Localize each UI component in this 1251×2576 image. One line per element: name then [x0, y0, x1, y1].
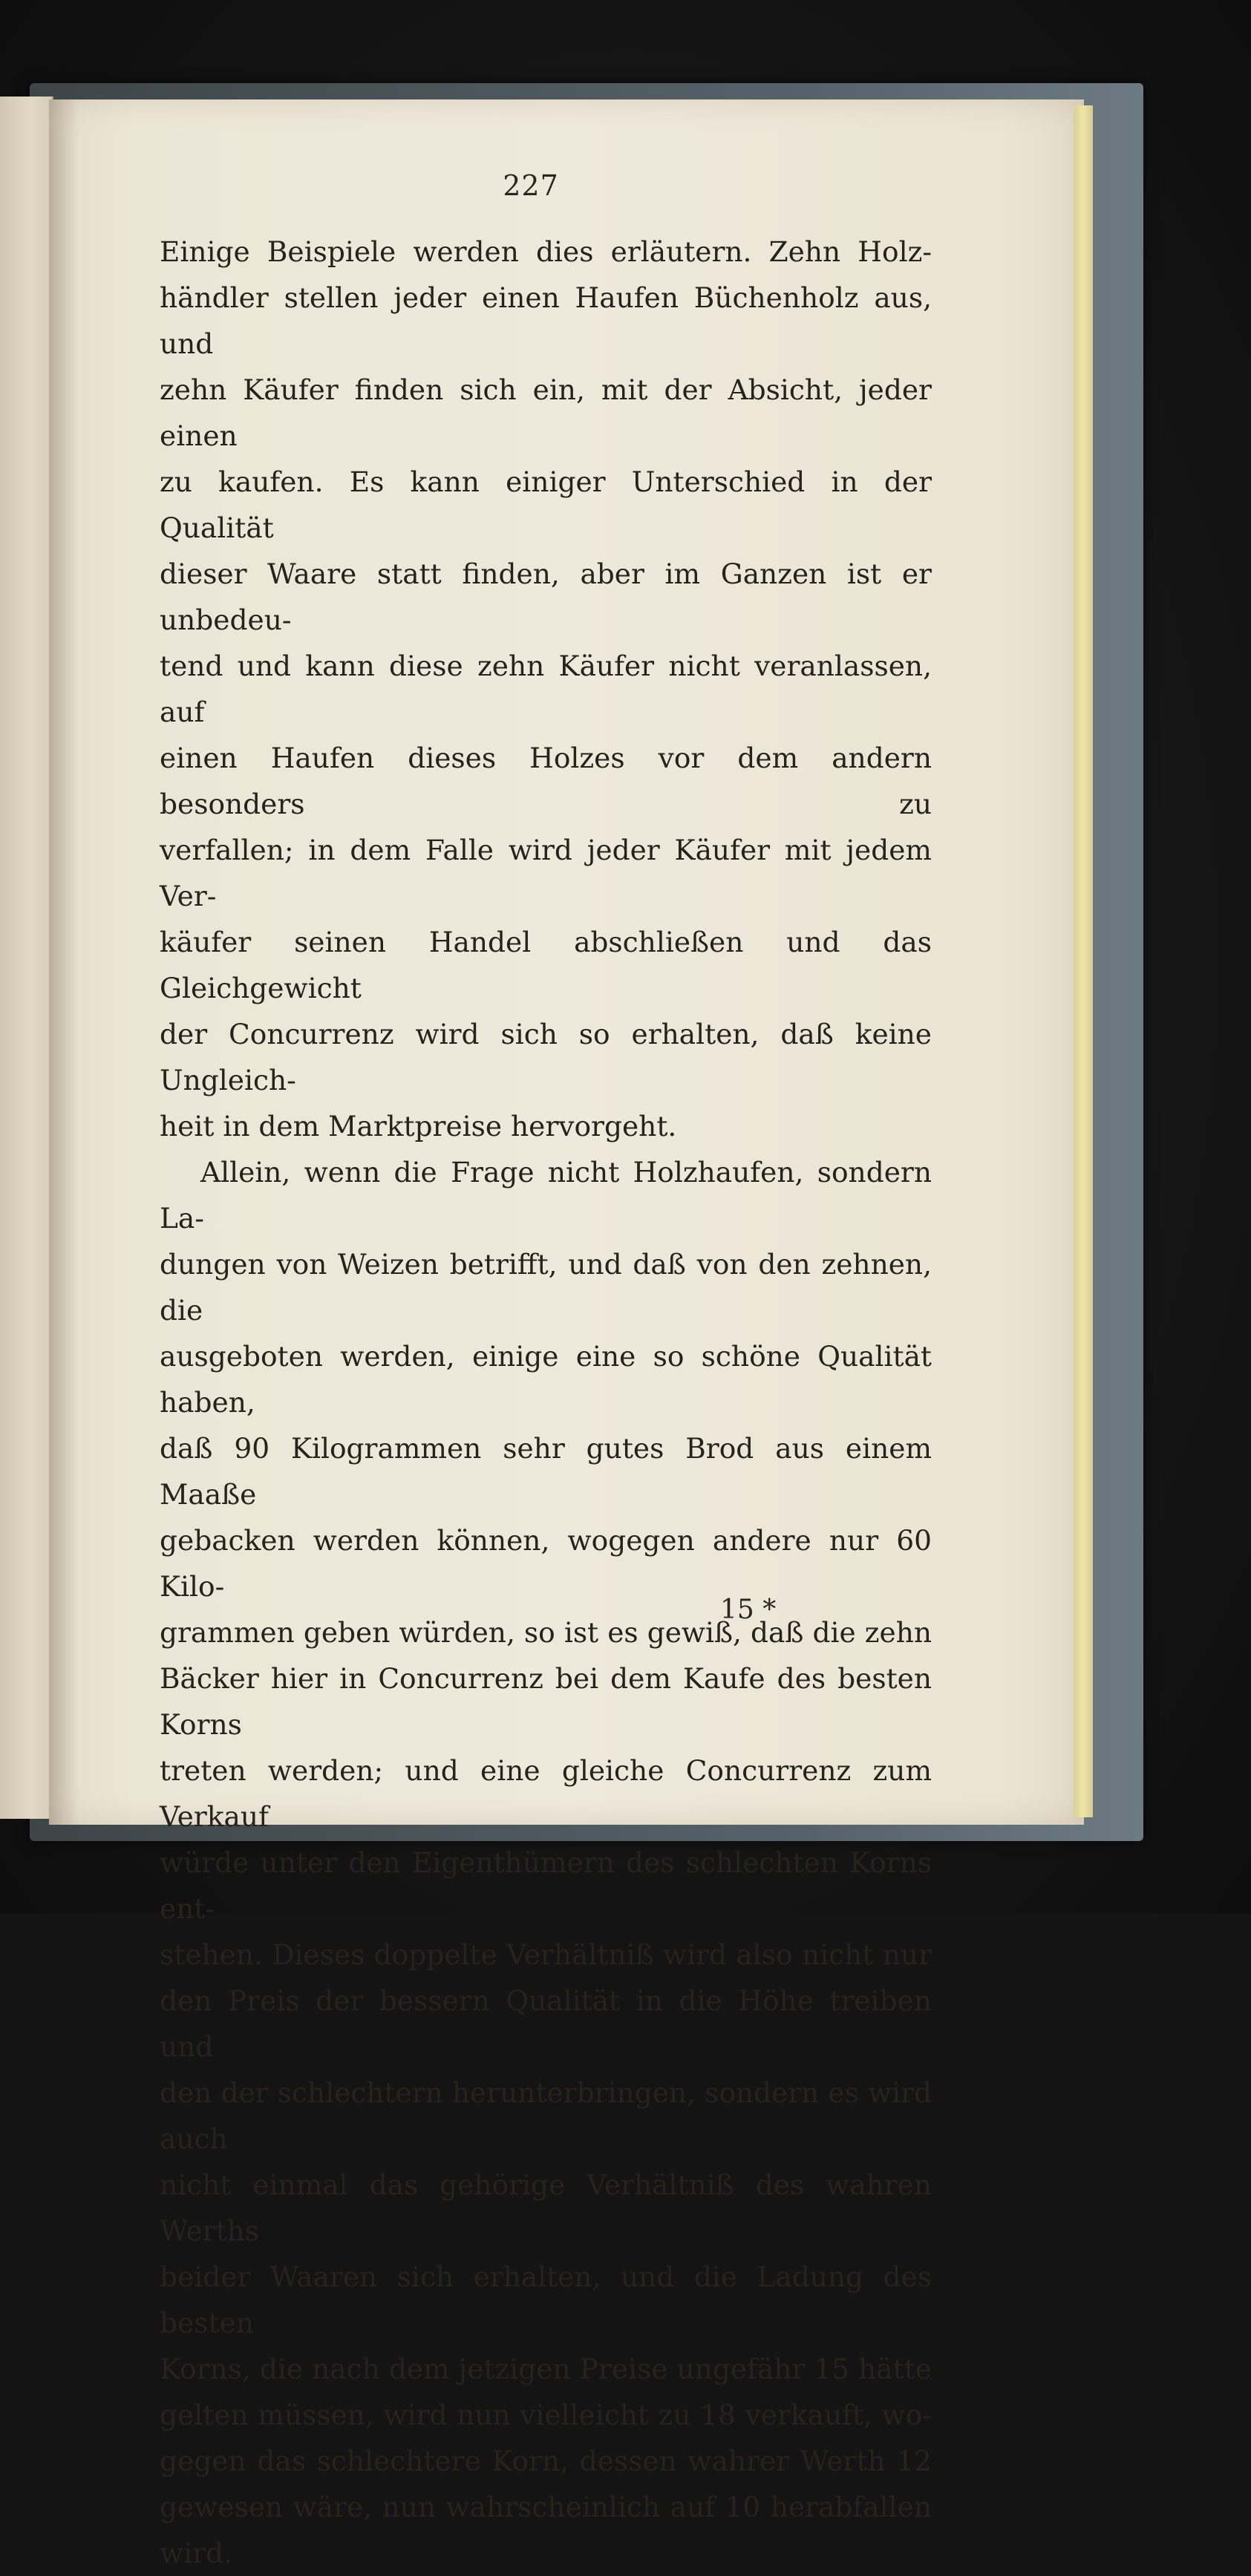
- text-line: beider Waaren sich erhalten, und die Ladung des besten: [160, 2260, 932, 2339]
- spine-shadow: [49, 99, 79, 1825]
- text-line: treten werden; und eine gleiche Concurrenz zum Verkauf: [160, 1754, 932, 1833]
- text-line: den Preis der bessern Qualität in die Höhe treiben und: [160, 1984, 932, 2063]
- text-line: daß 90 Kilogrammen sehr gutes Brod aus einem Maaße: [160, 1432, 932, 1511]
- text-line: käufer seinen Handel abschließen und das Gleichgewicht: [160, 926, 932, 1004]
- text-line: dungen von Weizen betrifft, und daß von den zehnen, die: [160, 1248, 932, 1327]
- text-line: heit in dem Marktpreise hervorgeht.: [160, 1110, 677, 1142]
- text-line: den der schlechtern herunterbringen, sondern es wird auch: [160, 2076, 932, 2155]
- text-line: Allein, wenn die Frage nicht Holzhaufen, sondern La-: [160, 1156, 932, 1235]
- text-line: der Concurrenz wird sich so erhalten, daß keine Ungleich-: [160, 1018, 932, 1096]
- text-line: wird.: [160, 2537, 232, 2569]
- text-line: gelten müssen, wird nun vielleicht zu 18 verkauft, wo-: [160, 2399, 932, 2431]
- signature-mark: 15 *: [720, 1595, 777, 1625]
- text-line: verfallen; in dem Falle wird jeder Käufer mit jedem Ver-: [160, 834, 932, 912]
- body-text: [160, 229, 932, 2576]
- text-line: tend und kann diese zehn Käufer nicht veranlassen, auf: [160, 650, 932, 728]
- text-line: nicht einmal das gehörige Verhältniß des wahren Werths: [160, 2168, 932, 2247]
- text-line: ausgeboten werden, einige eine so schöne Qualität haben,: [160, 1340, 932, 1419]
- left-page-edge: [0, 97, 53, 1819]
- text-line: einen Haufen dieses Holzes vor dem andern besonders zu: [160, 742, 932, 820]
- text-line: dieser Waare statt finden, aber im Ganzen ist er unbedeu-: [160, 558, 932, 636]
- page-fore-edge: [1074, 105, 1093, 1817]
- text-line: händler stellen jeder einen Haufen Büchenholz aus, und: [160, 281, 932, 360]
- text-line: würde unter den Eigenthümern des schlechten Korns ent-: [160, 1846, 932, 1925]
- text-line: Korns, die nach dem jetzigen Preise ungefähr 15 hätte: [160, 2353, 932, 2385]
- text-line: gegen das schlechtere Korn, dessen wahrer Werth 12: [160, 2445, 932, 2477]
- text-line: gewesen wäre, nun wahrscheinlich auf 10 herabfallen: [160, 2491, 932, 2523]
- text-line: stehen. Dieses doppelte Verhältniß wird also nicht nur: [160, 1938, 932, 1971]
- text-line: zehn Käufer finden sich ein, mit der Absicht, jeder einen: [160, 373, 932, 452]
- text-line: grammen geben würden, so ist es gewiß, daß die zehn: [160, 1616, 932, 1649]
- text-line: Bäcker hier in Concurrenz bei dem Kaufe des besten Korns: [160, 1662, 932, 1741]
- text-line: Einige Beispiele werden dies erläutern. Zehn Holz-: [160, 235, 932, 268]
- page-number: 227: [503, 169, 559, 202]
- text-line: zu kaufen. Es kann einiger Unterschied in der Qualität: [160, 465, 932, 544]
- text-line: gebacken werden können, wogegen andere nur 60 Kilo-: [160, 1524, 932, 1603]
